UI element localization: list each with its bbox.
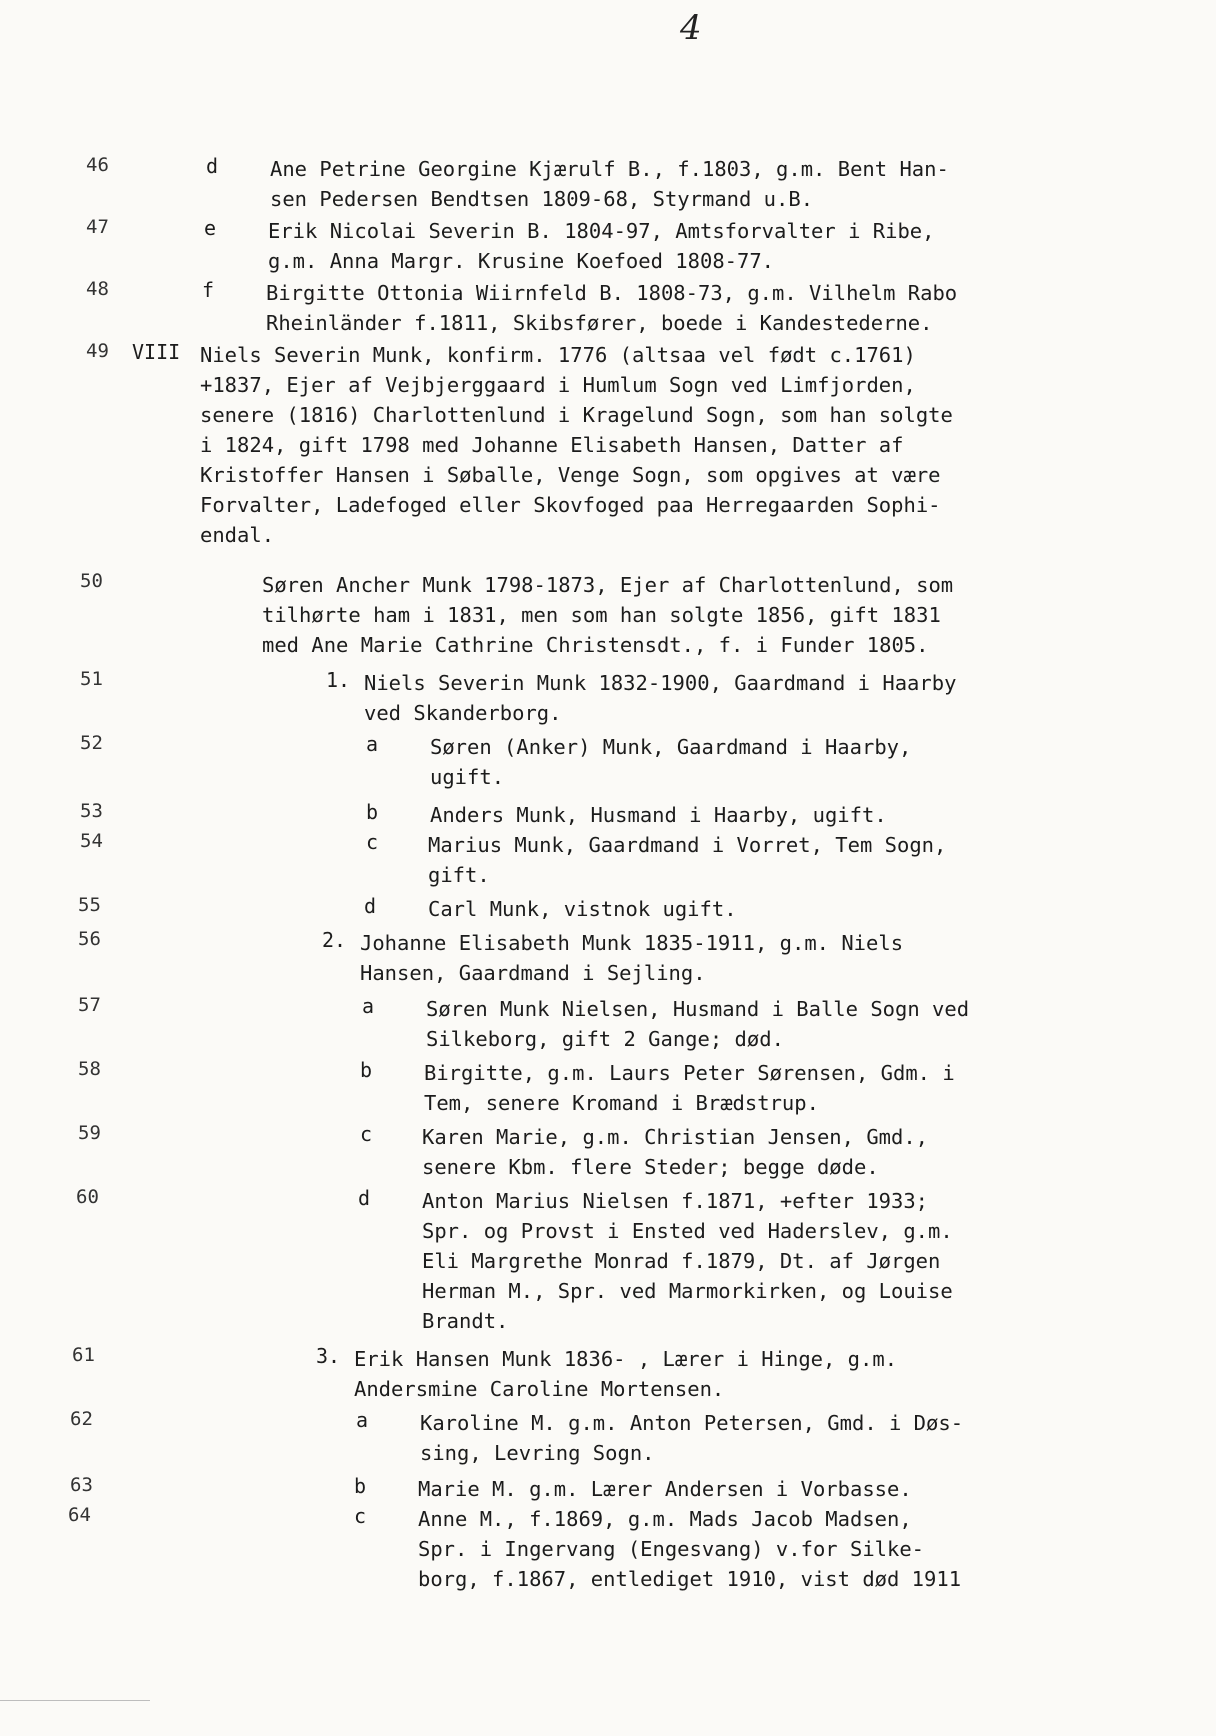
entry-marker: f bbox=[202, 278, 215, 302]
entry-number: 64 bbox=[68, 1504, 91, 1526]
entry-number: 49 bbox=[86, 340, 109, 362]
entry-text: Erik Hansen Munk 1836- , Lærer i Hinge, g.m. Andersmine Caroline Mortensen. bbox=[354, 1347, 898, 1401]
entry-text: Karen Marie, g.m. Christian Jensen, Gmd., senere Kbm. flere Steder; begge døde. bbox=[422, 1125, 929, 1179]
entry-marker: a bbox=[356, 1408, 369, 1432]
entry-text: Søren Munk Nielsen, Husmand i Balle Sogn ved Silkeborg, gift 2 Gange; død. bbox=[426, 997, 970, 1051]
bottom-rule bbox=[0, 1700, 150, 1701]
entry-number: 50 bbox=[80, 570, 103, 592]
entry-marker: a bbox=[362, 994, 375, 1018]
entry-number: 61 bbox=[72, 1344, 95, 1366]
entry-number: 56 bbox=[78, 928, 101, 950]
entry-text: Anne M., f.1869, g.m. Mads Jacob Madsen, Spr. i Ingervang (Engesvang) v.for Silke- borg, f.1867, entlediget 1910, vist død 1911 bbox=[418, 1507, 962, 1591]
entry-number: 46 bbox=[86, 154, 109, 176]
entry-number: 48 bbox=[86, 278, 109, 300]
entry-text: Niels Severin Munk 1832-1900, Gaardmand i Haarby ved Skanderborg. bbox=[364, 671, 957, 725]
entry-number: 47 bbox=[86, 216, 109, 238]
entry-marker: b bbox=[354, 1474, 367, 1498]
entry-marker: 1. bbox=[326, 668, 351, 692]
entry-number: 51 bbox=[80, 668, 103, 690]
entry-number: 59 bbox=[78, 1122, 101, 1144]
entry-number: 58 bbox=[78, 1058, 101, 1080]
entry-marker: 2. bbox=[322, 928, 347, 952]
entry-text: Niels Severin Munk, konfirm. 1776 (altsaa vel født c.1761) +1837, Ejer af Vejbjerggaard i Humlum Sogn ved Limfjorden, senere (1816) Charlottenlund i Kragelund Sogn, som han solgte i 1824, gift 1798 med Johanne Elisabeth Hansen, Datter af Kristoffer Hansen i Søballe, Venge Sogn, som opgives at være Forvalter, Ladefoged eller Skovfoged paa Herregaarden Sophi- endal. bbox=[200, 343, 953, 547]
entry-text: Anders Munk, Husmand i Haarby, ugift. bbox=[430, 803, 887, 827]
entry-text: Søren Ancher Munk 1798-1873, Ejer af Charlottenlund, som tilhørte ham i 1831, men som han solgte 1856, gift 1831 med Ane Marie Cathrine Christensdt., f. i Funder 1805. bbox=[262, 573, 954, 657]
entry-text: Marie M. g.m. Lærer Andersen i Vorbasse. bbox=[418, 1477, 912, 1501]
entry-number: 53 bbox=[80, 800, 103, 822]
entry-marker: b bbox=[360, 1058, 373, 1082]
entry-marker: a bbox=[366, 732, 379, 756]
entry-text: Karoline M. g.m. Anton Petersen, Gmd. i Døs- sing, Levring Sogn. bbox=[420, 1411, 964, 1465]
entry-text: Erik Nicolai Severin B. 1804-97, Amtsforvalter i Ribe, g.m. Anna Margr. Krusine Koefoed 1808-77. bbox=[268, 219, 935, 273]
entry-marker: 3. bbox=[316, 1344, 341, 1368]
entry-number: 62 bbox=[70, 1408, 93, 1430]
entry-text: Birgitte Ottonia Wiirnfeld B. 1808-73, g.m. Vilhelm Rabo Rheinländer f.1811, Skibsfører, boede i Kandestederne. bbox=[266, 281, 958, 335]
entry-number: 55 bbox=[78, 894, 101, 916]
entry-text: Carl Munk, vistnok ugift. bbox=[428, 897, 737, 921]
entry-text: Johanne Elisabeth Munk 1835-1911, g.m. Niels Hansen, Gaardmand i Sejling. bbox=[360, 931, 904, 985]
entry-marker: d bbox=[206, 154, 219, 178]
entry-number: 57 bbox=[78, 994, 101, 1016]
entry-marker: d bbox=[364, 894, 377, 918]
entry-marker: c bbox=[366, 830, 379, 854]
entry-marker: b bbox=[366, 800, 379, 824]
generation-numeral: VIII bbox=[132, 340, 181, 364]
entry-text: Ane Petrine Georgine Kjærulf B., f.1803, g.m. Bent Han- sen Pedersen Bendtsen 1809-68, Styrmand u.B. bbox=[270, 157, 949, 211]
entry-marker: c bbox=[360, 1122, 373, 1146]
entry-text: Birgitte, g.m. Laurs Peter Sørensen, Gdm. i Tem, senere Kromand i Brædstrup. bbox=[424, 1061, 955, 1115]
entry-marker: e bbox=[204, 216, 217, 240]
entry-text: Søren (Anker) Munk, Gaardmand i Haarby, ugift. bbox=[430, 735, 912, 789]
entry-text: Marius Munk, Gaardmand i Vorret, Tem Sogn, gift. bbox=[428, 833, 947, 887]
entry-marker: c bbox=[354, 1504, 367, 1528]
page-number: 4 bbox=[680, 8, 702, 48]
entry-marker: d bbox=[358, 1186, 371, 1210]
entry-number: 63 bbox=[70, 1474, 93, 1496]
entry-number: 52 bbox=[80, 732, 103, 754]
entry-number: 60 bbox=[76, 1186, 99, 1208]
entry-number: 54 bbox=[80, 830, 103, 852]
entry-text: Anton Marius Nielsen f.1871, +efter 1933; Spr. og Provst i Ensted ved Haderslev, g.m. Eli Margrethe Monrad f.1879, Dt. af Jørgen Herman M., Spr. ved Marmorkirken, og Louise Brandt. bbox=[422, 1189, 953, 1333]
